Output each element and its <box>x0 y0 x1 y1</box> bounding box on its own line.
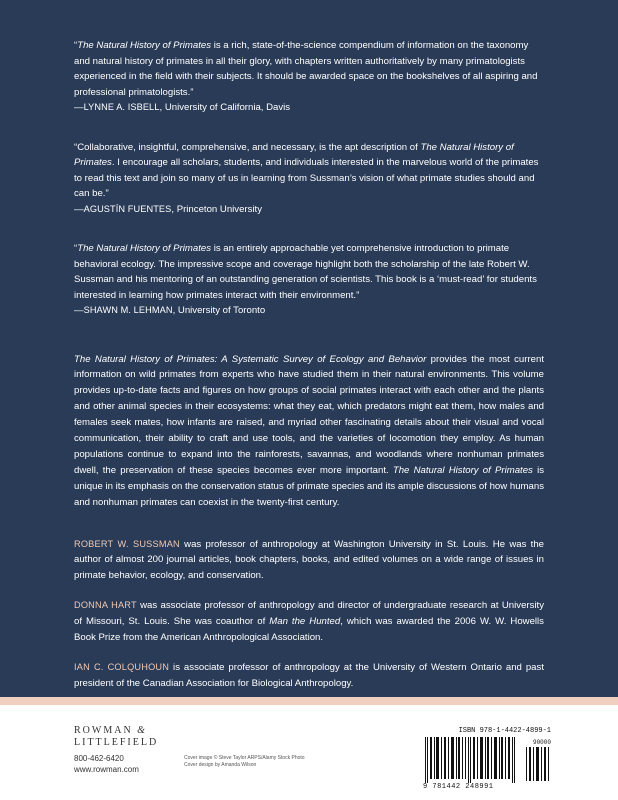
quote-text: is an entirely approachable yet comprehensive introduction to primate behavioral ecology. The impressive scope and coverage highlight both the scholarship of the late Robert W. Sussman and his mentoring of an outstanding generation of scientists. This book is a ‘must-read’ for students interested in learning how primates interact with their environment.” <box>74 243 537 301</box>
endorser-affiliation: , University of California, Davis <box>159 102 291 113</box>
quote-attribution: —LYNNE A. ISBELL, University of California, Davis <box>74 102 291 113</box>
author-name: DONNA HART <box>74 600 137 611</box>
publisher-name-line1: ROWMAN & <box>74 725 147 736</box>
author-bio-hart: DONNA HART was associate professor of anthropology and director of undergraduate research at University of Missouri, St. Louis. She was coauthor of Man the Hunted, which was awarded the 2006 W. W. Howells Book Prize from the American Anthropological Association. <box>74 600 544 644</box>
isbn-number: ISBN 978-1-4422-4899-1 <box>458 727 551 735</box>
barcode-icon <box>423 737 523 783</box>
author-name: ROBERT W. SUSSMAN <box>74 538 180 549</box>
endorser-name: AGUSTÍN FUENTES <box>83 203 172 214</box>
quote-attribution: —SHAWN M. LEHMAN, University of Toronto <box>74 305 266 316</box>
endorsement-quote-3 <box>74 241 544 319</box>
quote-text: is a rich, state-of-the-science compendium of information on the taxonomy and natural history of primates in all their glory, with chapters written authoritatively by many primatologists experienced in the field with their subjects. It should be awarded space on the bookshelves of all aspiring and professional primatologists.” <box>74 40 538 98</box>
publisher-phone: 800-462-6420 <box>74 754 124 763</box>
isbn-barcode <box>423 727 551 797</box>
book-title: The Natural History of Primates <box>77 40 212 51</box>
cover-image-credit: Cover image © Steve Taylor ARPS/Alamy Stock Photo <box>184 755 305 761</box>
book-title: The Natural History of Primates <box>77 243 212 254</box>
endorser-name: LYNNE A. ISBELL <box>83 102 160 112</box>
author-bio-colquhoun: IAN C. COLQUHOUN is associate professor of anthropology at the University of Western Ontario and past president of the Canadian Association for Biological Anthropology. <box>74 662 544 689</box>
endorsement-quote-1 <box>74 38 544 116</box>
back-cover-text <box>74 38 544 706</box>
price-barcode-icon <box>525 747 551 781</box>
endorsement-quote-2 <box>74 140 544 218</box>
price-code: 90000 <box>532 739 551 746</box>
publisher-contact <box>74 753 158 775</box>
quote-text: “Collaborative, insightful, comprehensive, and necessary, is the apt description of <box>74 141 421 153</box>
quote-text: . I encourage all scholars, students, and individuals interested in the marvelous world of the primates to read this text and join so many of us in learning from Sussman’s vision of what primate studies should and can be.” <box>74 157 539 199</box>
endorser-affiliation: , Princeton University <box>171 203 263 215</box>
publisher-logo <box>74 725 158 775</box>
endorser-affiliation: , University of Toronto <box>172 305 266 316</box>
footer-band <box>0 705 618 800</box>
endorser-name: SHAWN M. LEHMAN <box>83 305 173 315</box>
quote-mark: “ <box>74 40 78 51</box>
cover-credits <box>184 755 305 769</box>
quote-attribution: —AGUSTÍN FUENTES, Princeton University <box>74 203 263 215</box>
author-bio-sussman: ROBERT W. SUSSMAN was professor of anthropology at Washington University in St. Louis. He was the author of almost 200 journal articles, book chapters, books, and edited volumes on a wide range of issues in primate behavior, ecology, and conservation. <box>74 538 544 582</box>
book-description: The Natural History of Primates: A Systematic Survey of Ecology and Behavior provides the most current information on wild primates from experts who have studied them in their natural environments. This volume provides up-to-date facts and figures on how groups of social primates interact with each other and the plants and other animal species in their ecosystems: what they eat, which predators might eat them, how males and females seek mates, how infants are raised, and myriad other fascinating details about their visual and vocal communication, their ability to craft and use tools, and the varieties of locomotion they employ. As human populations continue to expand into the rainforests, savannas, and woodlands where nonhuman primates dwell, the preservation of these species becomes ever more important. The Natural History of Primates is unique in its emphasis on the conservation status of primate species and its ample discussions of how humans and nonhuman primates can coexist in the twenty-first century. <box>74 353 544 508</box>
publisher-name-line2: LITTLEFIELD <box>74 737 159 748</box>
book-title: Man the Hunted <box>269 616 341 628</box>
book-title: The Natural History of Primates <box>74 141 514 168</box>
quote-mark: “ <box>74 243 78 254</box>
cover-design-credit: Cover design by Amanda Wilson <box>184 762 257 768</box>
book-full-title: The Natural History of Primates: A Systematic Survey of Ecology and Behavior <box>74 353 427 365</box>
author-name: IAN C. COLQUHOUN <box>74 662 170 672</box>
barcode-digits: 9 781442 248991 <box>423 783 494 791</box>
publisher-website: www.rowman.com <box>74 765 139 774</box>
book-title: The Natural History of Primates <box>392 464 533 476</box>
accent-band <box>0 697 618 705</box>
